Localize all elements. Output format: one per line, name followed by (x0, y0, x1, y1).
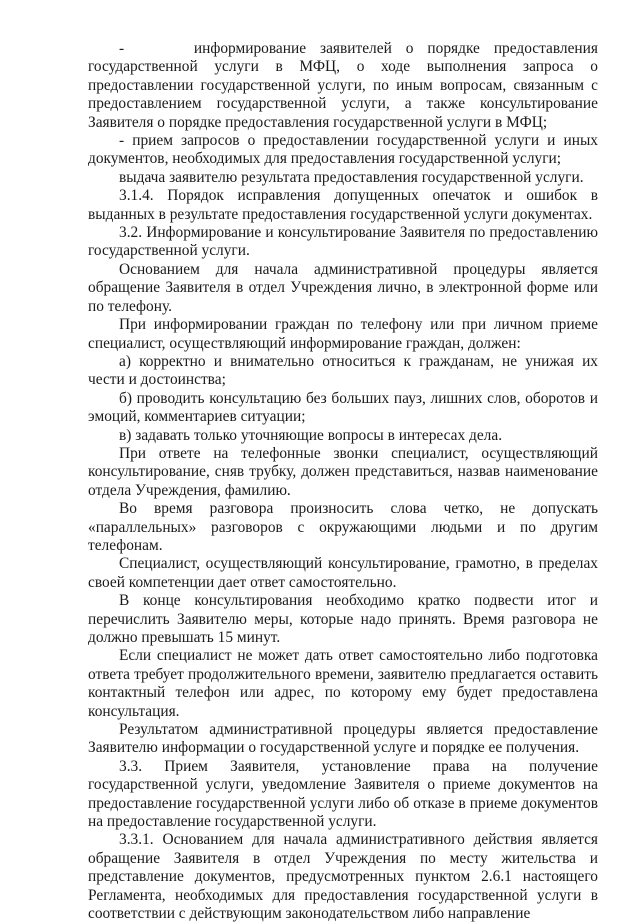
paragraph-mfc-informing: - информирование заявителей о порядке предоставления государственной услуги в МФЦ, о ходе выполнения запроса о предоставлении государственной услуги, по иным вопросам, связанным с предоставлением государственной услуги, а также консультирование Заявителя о порядке предоставления государственной услуги в МФЦ; (88, 40, 598, 131)
paragraph-phone-calls: При ответе на телефонные звонки специалист, осуществляющий консультирование, сняв трубку, должен представиться, назвав наименование отдела Учреждения, фамилию. (88, 444, 598, 499)
paragraph-competence: Специалист, осуществляющий консультирование, грамотно, в пределах своей компетенции дает ответ самостоятельно. (88, 555, 598, 591)
paragraph-item-a: а) корректно и внимательно относиться к гражданам, не унижая их чести и достоинства; (88, 352, 598, 389)
paragraph-result-issuance: выдача заявителю результата предоставления государственной услуги. (119, 168, 584, 186)
paragraph-procedure-basis: Основанием для начала административной процедуры является обращение Заявителя в отдел Учреждения лично, в электронной форме или по телефону. (88, 260, 598, 315)
paragraph-request-intake: - прием запросов о предоставлении государственной услуги и иных документов, необходимых для предоставления государственной услуги; (88, 132, 598, 168)
paragraph-conversation: Во время разговора произносить слова четко, не допускать «параллельных» разговоров с окружающими людьми и по другим телефонам. (88, 500, 598, 554)
document-page (88, 40, 598, 924)
paragraph-consultation-end: В конце консультирования необходимо кратко подвести итог и перечислить Заявителю меры, которые надо принять. Время разговора не должно превышать 15 минут. (88, 592, 598, 646)
paragraph-item-c: в) задавать только уточняющие вопросы в интересах дела. (119, 426, 503, 444)
paragraph-specialist-duties: При информировании граждан по телефону или при личном приеме специалист, осуществляющий информирование граждан, должен: (88, 316, 598, 352)
paragraph-3-3-heading: 3.3. Прием Заявителя, установление права на получение государственной услуги, уведомление Заявителя о приеме документов на предоставление государственной услуги либо об отказе в приеме документов на предоставление государственной услуги. (88, 757, 598, 831)
paragraph-procedure-result: Результатом административной процедуры является предоставление Заявителю информации о государственной услуге и порядке ее получения. (88, 721, 598, 757)
paragraph-item-b: б) проводить консультацию без больших пауз, лишних слов, оборотов и эмоций, комментариев ситуации; (88, 389, 598, 426)
paragraph-3-2-heading: 3.2. Информирование и консультирование Заявителя по предоставлению государственной услуги. (88, 224, 598, 260)
paragraph-3-3-1: 3.3.1. Основанием для начала административного действия является обращение Заявителя в отдел Учреждения по месту жительства и представление документов, предусмотренных пунктом 2.6.1 настоящего Регламента, необходимых для предоставления государственной услуги в соответствии с действующим законодательством либо направление (88, 831, 598, 923)
paragraph-delayed-answer: Если специалист не может дать ответ самостоятельно либо подготовка ответа требует продолжительного времени, заявителю предлагается оставить контактный телефон или адрес, по которому ему будет предоставлена консультация. (88, 647, 598, 720)
paragraph-3-1-4: 3.1.4. Порядок исправления допущенных опечаток и ошибок в выданных в результате предоставления государственной услуги документах. (88, 187, 598, 223)
